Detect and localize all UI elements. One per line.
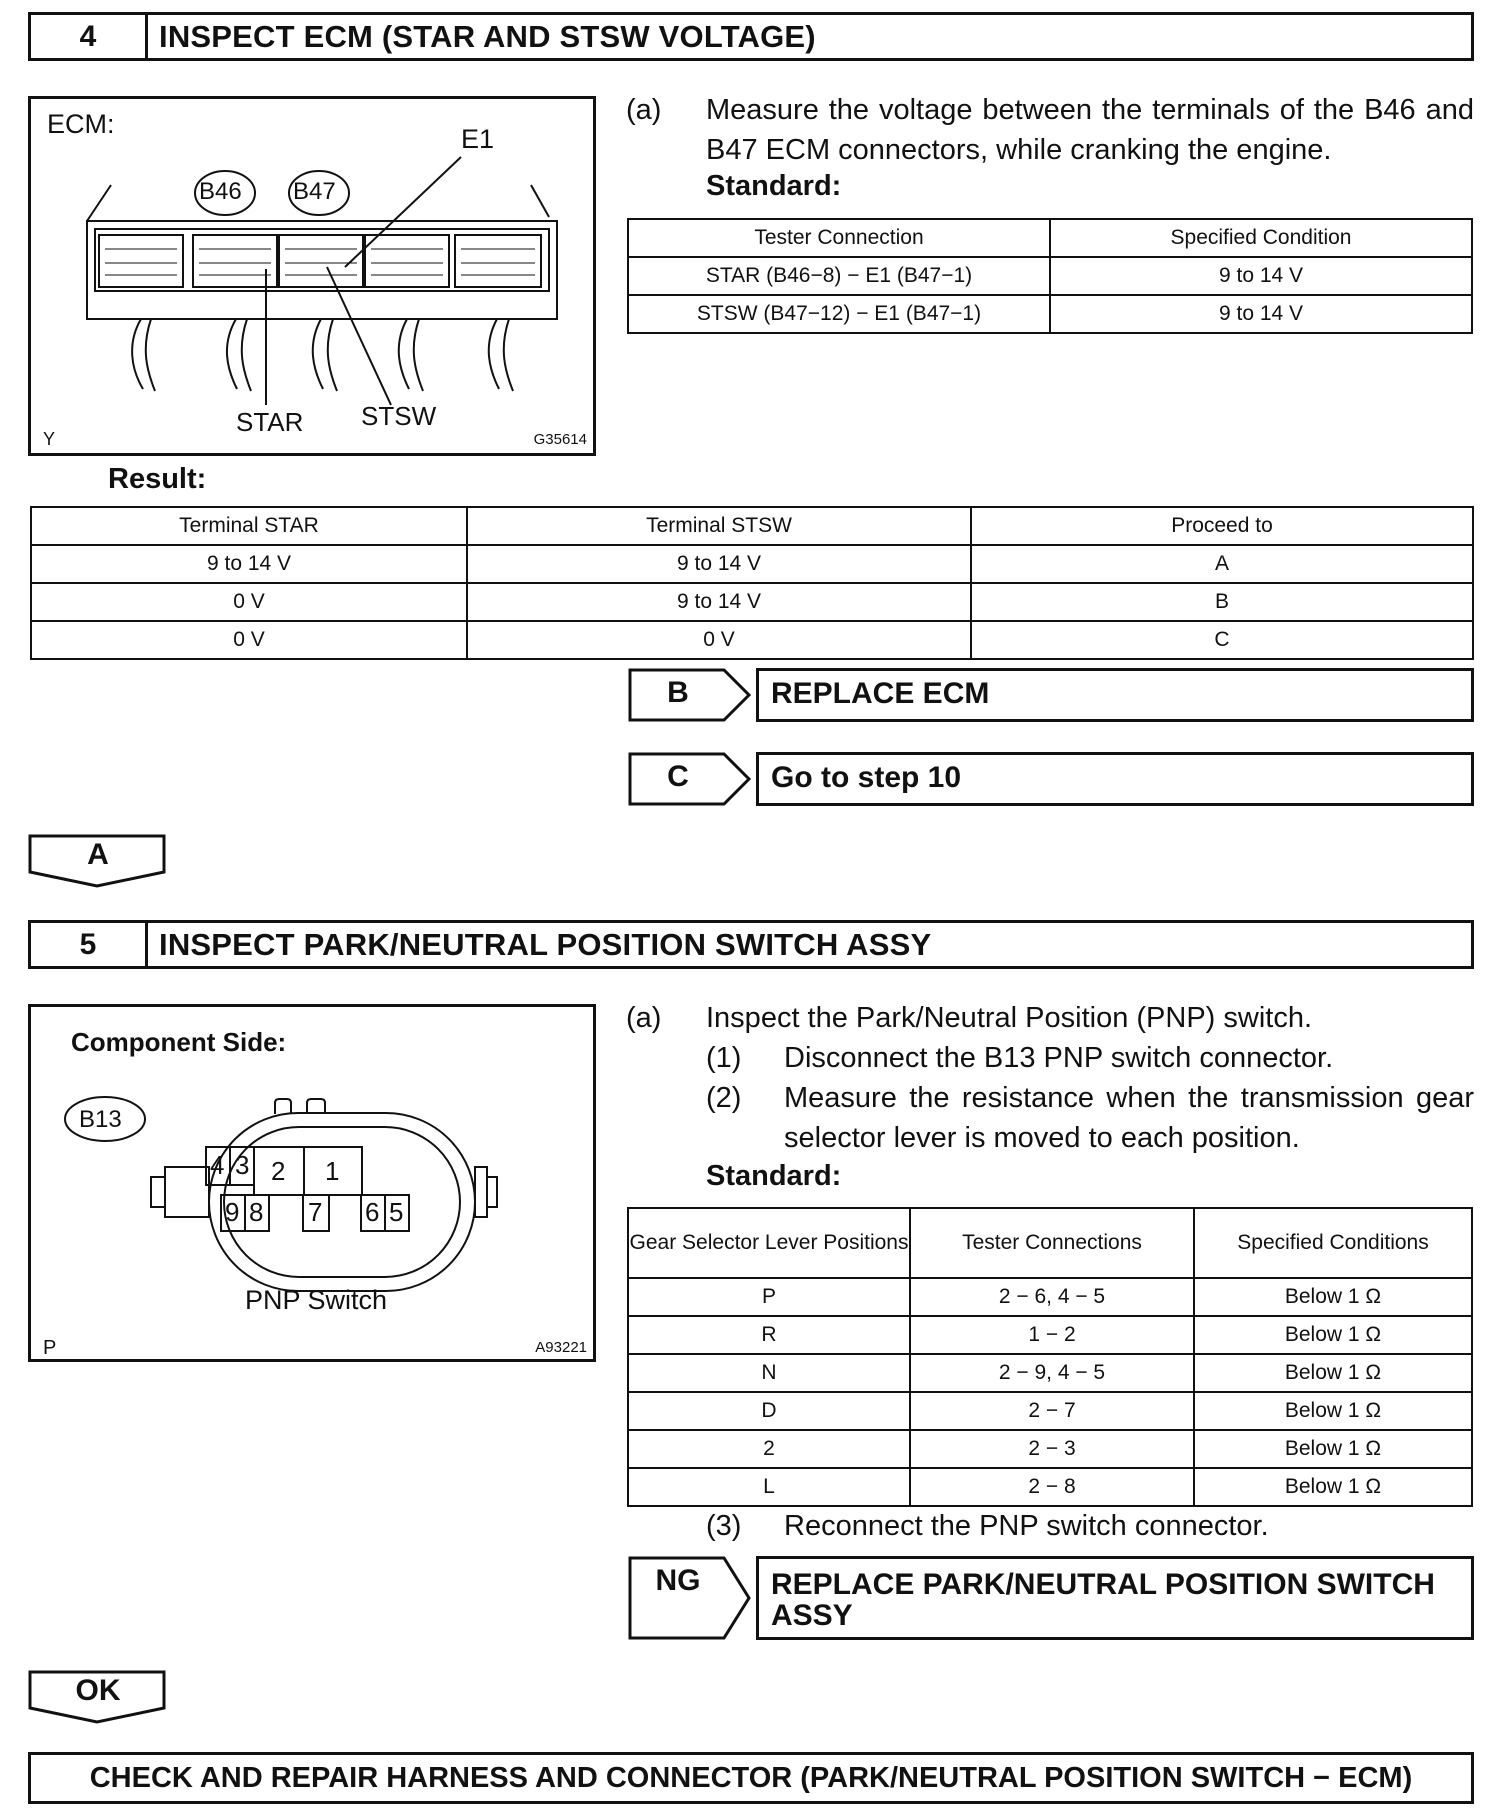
table-cell: 2 − 7 — [910, 1392, 1194, 1430]
branch-tag-label: C — [667, 760, 689, 793]
table-cell: R — [628, 1316, 910, 1354]
table-cell: 0 V — [31, 583, 467, 621]
table-cell: 9 to 14 V — [1050, 295, 1472, 333]
step-text: Reconnect the PNP switch connector. — [784, 1510, 1269, 1542]
table-header: Specified Condition — [1050, 219, 1472, 257]
step-4a — [626, 90, 1474, 170]
branch-c-tag — [628, 752, 752, 806]
result-table — [30, 506, 1474, 660]
pin-1: 1 — [325, 1156, 340, 1186]
step-number: 5 — [31, 923, 148, 966]
branch-tag-label: NG — [655, 1564, 701, 1597]
stsw-label: STSW — [361, 401, 437, 431]
replace-ecm-box: REPLACE ECM — [756, 668, 1474, 722]
table-cell: 2 − 3 — [910, 1430, 1194, 1468]
table-cell: STAR (B46−8) − E1 (B47−1) — [628, 257, 1050, 295]
step5-standard-table — [627, 1207, 1473, 1507]
final-action-box — [28, 1752, 1474, 1804]
table-cell: L — [628, 1468, 910, 1506]
star-label: STAR — [236, 407, 304, 437]
figure-code: A93221 — [535, 1339, 587, 1356]
table-cell: Below 1 Ω — [1194, 1430, 1472, 1468]
b13-label: B13 — [79, 1106, 122, 1133]
pin-7: 7 — [308, 1197, 323, 1227]
table-header: Tester Connections — [910, 1208, 1194, 1278]
table-cell: Below 1 Ω — [1194, 1316, 1472, 1354]
step-text: Inspect the Park/Neutral Position (PNP) switch. — [706, 1002, 1313, 1034]
table-header: Specified Conditions — [1194, 1208, 1472, 1278]
pin-3: 3 — [235, 1150, 250, 1180]
table-cell: STSW (B47−12) − E1 (B47−1) — [628, 295, 1050, 333]
table-cell: 2 — [628, 1430, 910, 1468]
b47-label: B47 — [293, 178, 336, 205]
step-number: 4 — [31, 15, 148, 58]
table-header: Tester Connection — [628, 219, 1050, 257]
step-label: (2) — [706, 1082, 742, 1114]
figure-corner-letter: P — [43, 1337, 57, 1359]
step-label: (3) — [706, 1510, 742, 1542]
b46-label: B46 — [199, 178, 242, 205]
continue-a-tag — [28, 834, 168, 888]
pin-8: 8 — [249, 1197, 264, 1227]
step-5a-3 — [706, 1506, 1474, 1546]
figure-label: Component Side: — [71, 1027, 287, 1057]
standard-label: Standard: — [706, 170, 842, 202]
step-5a — [626, 998, 1474, 1038]
table-cell: 0 V — [31, 621, 467, 659]
continue-tag-label: A — [87, 838, 109, 871]
table-cell: 9 to 14 V — [1050, 257, 1472, 295]
pin-6: 6 — [365, 1197, 380, 1227]
table-cell: C — [971, 621, 1473, 659]
final-action-text: CHECK AND REPAIR HARNESS AND CONNECTOR (PARK/NEUTRAL POSITION SWITCH − ECM) — [89, 1761, 1413, 1794]
step-5-header — [28, 920, 1474, 969]
table-cell: 0 V — [467, 621, 971, 659]
table-header: Terminal STAR — [31, 507, 467, 545]
figure-caption: PNP Switch — [245, 1285, 388, 1315]
table-cell: Below 1 Ω — [1194, 1468, 1472, 1506]
table-cell: 2 − 8 — [910, 1468, 1194, 1506]
table-cell: 9 to 14 V — [31, 545, 467, 583]
table-cell: 9 to 14 V — [467, 583, 971, 621]
step-5a-1 — [706, 1038, 1474, 1078]
step-label: (a) — [626, 94, 662, 126]
figure-label: ECM: — [47, 109, 115, 139]
step-text: Disconnect the B13 PNP switch connector. — [784, 1042, 1334, 1074]
pnp-switch-figure — [28, 1004, 596, 1362]
table-cell: Below 1 Ω — [1194, 1354, 1472, 1392]
step-label: (1) — [706, 1042, 742, 1074]
table-header: Terminal STSW — [467, 507, 971, 545]
table-cell: 9 to 14 V — [467, 545, 971, 583]
replace-pnp-switch-box: REPLACE PARK/NEUTRAL POSITION SWITCH ASSY — [756, 1556, 1474, 1640]
step4-standard-table — [627, 218, 1473, 334]
step-label: (a) — [626, 1002, 662, 1034]
pin-5: 5 — [389, 1197, 404, 1227]
go-to-step-10-box: Go to step 10 — [756, 752, 1474, 806]
ecm-figure — [28, 96, 596, 456]
branch-ng-tag — [628, 1556, 752, 1640]
table-header: Proceed to — [971, 507, 1473, 545]
table-cell: Below 1 Ω — [1194, 1392, 1472, 1430]
figure-code: G35614 — [533, 431, 587, 448]
pin-9: 9 — [225, 1197, 240, 1227]
table-cell: N — [628, 1354, 910, 1392]
figure-corner-letter: Y — [43, 429, 56, 449]
table-cell: 2 − 9, 4 − 5 — [910, 1354, 1194, 1392]
result-label: Result: — [108, 463, 207, 495]
step-text: Measure the voltage between the terminals of the B46 and B47 ECM connectors, while cranking the engine. — [706, 94, 1474, 166]
table-cell: B — [971, 583, 1473, 621]
step-title: INSPECT ECM (STAR AND STSW VOLTAGE) — [159, 18, 816, 54]
table-header: Gear Selector Lever Positions — [628, 1208, 910, 1278]
continue-ok-tag — [28, 1670, 168, 1724]
step-5a-2 — [706, 1078, 1474, 1158]
pin-4: 4 — [210, 1150, 225, 1180]
table-cell: Below 1 Ω — [1194, 1278, 1472, 1316]
pin-2: 2 — [271, 1156, 286, 1186]
continue-tag-label: OK — [75, 1674, 121, 1707]
standard-label: Standard: — [706, 1160, 842, 1192]
branch-tag-label: B — [667, 676, 689, 709]
e1-label: E1 — [461, 124, 495, 154]
table-cell: D — [628, 1392, 910, 1430]
table-cell: A — [971, 545, 1473, 583]
step-4-header — [28, 12, 1474, 61]
ecm-connectors-drawing — [31, 99, 593, 453]
table-cell: P — [628, 1278, 910, 1316]
table-cell: 1 − 2 — [910, 1316, 1194, 1354]
step-title: INSPECT PARK/NEUTRAL POSITION SWITCH ASSY — [159, 926, 932, 962]
step-text: Measure the resistance when the transmission gear selector lever is moved to each position. — [784, 1082, 1474, 1154]
branch-b-tag — [628, 668, 752, 722]
table-cell: 2 − 6, 4 − 5 — [910, 1278, 1194, 1316]
